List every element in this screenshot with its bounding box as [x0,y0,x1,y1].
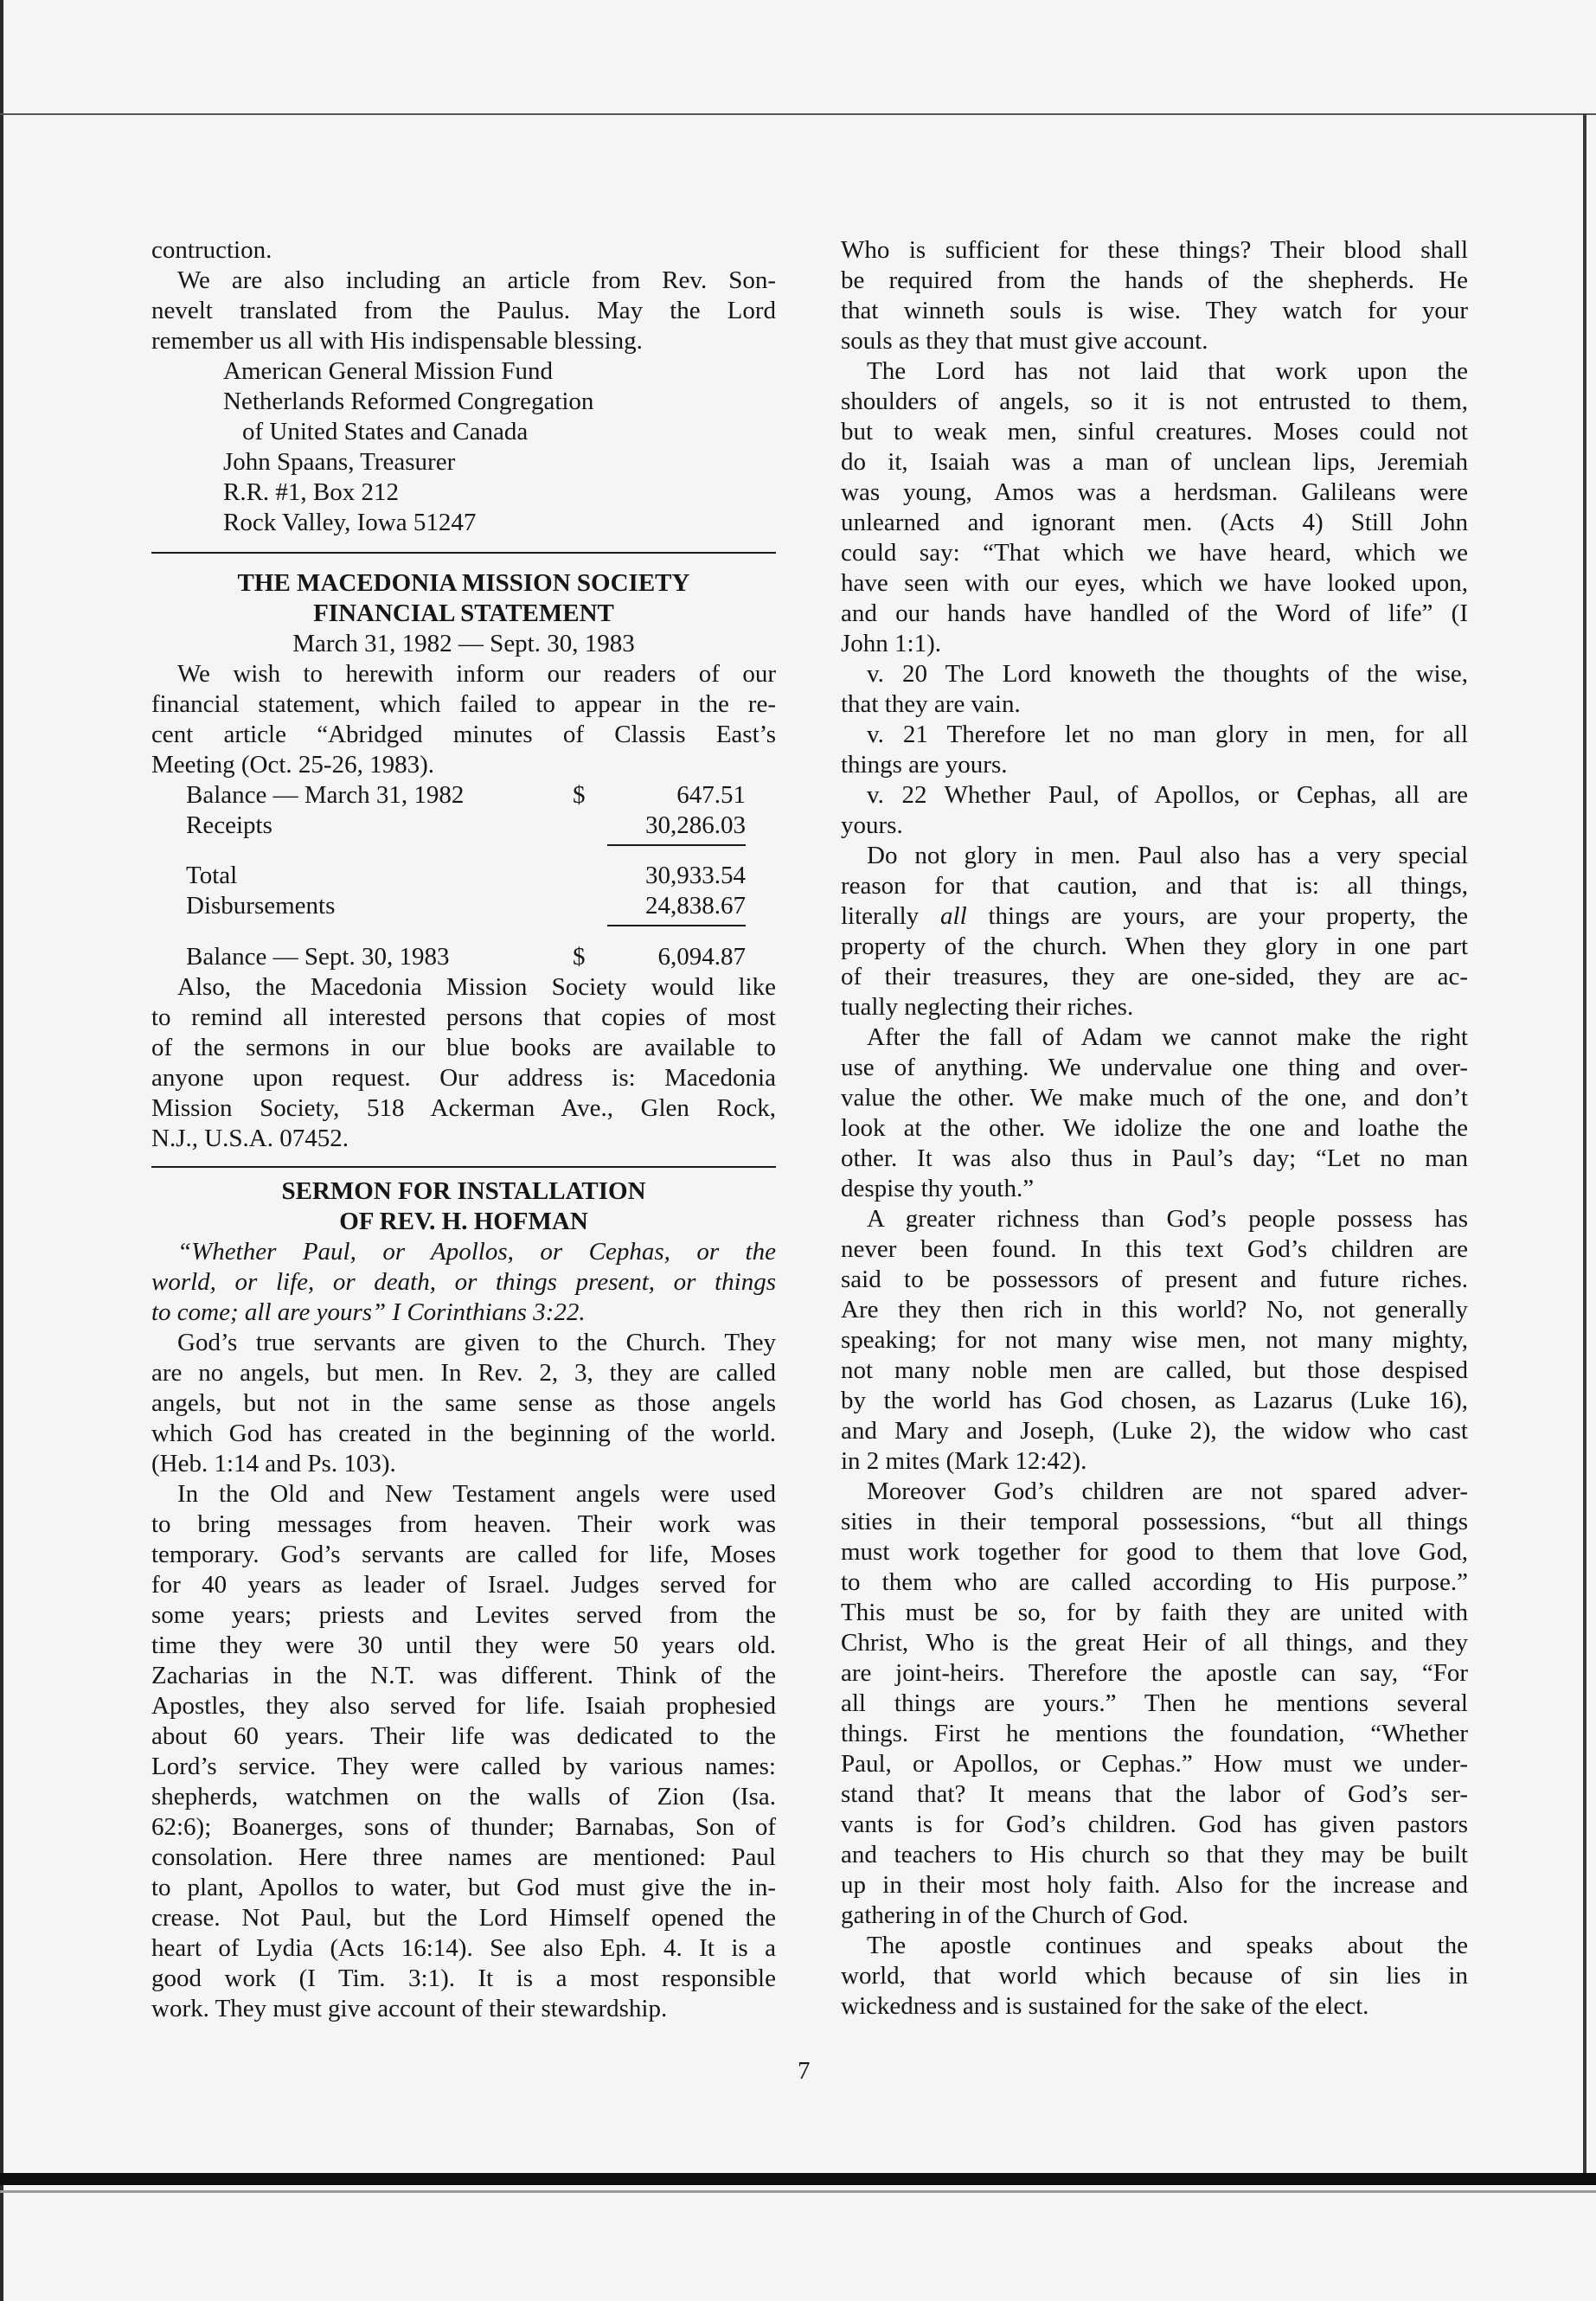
heading-line: OF REV. H. HOFMAN [339,1208,588,1235]
text-line: about 60 years. Their life was dedicated to the [151,1722,776,1750]
text-line: in 2 mites (Mark 12:42). [841,1447,1087,1475]
text-line: remember us all with His indispensable blessing. [151,327,643,355]
text-line: contruction. [151,236,272,264]
text-line: This must be so, for by faith they are united with [841,1599,1468,1626]
text-line: unlearned and ignorant men. (Acts 4) Still John [841,509,1468,536]
text-line: N.J., U.S.A. 07452. [151,1125,349,1152]
row-currency [573,891,607,921]
text-line: that winneth souls is wise. They watch for your [841,297,1468,324]
row-currency [573,861,607,891]
table-row [151,780,776,811]
text-line: shepherds, watchmen on the walls of Zion (Isa. [151,1783,776,1811]
text-line: to bring messages from heaven. Their work was [151,1510,776,1538]
text-line: Moreover God’s children are not spared adver- [867,1477,1468,1505]
row-amount: 30,933.54 [645,862,746,889]
paragraph [841,1931,1468,2022]
text-line: v. 22 Whether Paul, of Apollos, or Cephas, all are [867,781,1468,809]
text-line: that they are vain. [841,690,1021,718]
text-line: nevelt translated from the Paulus. May the Lord [151,297,776,324]
text-line: and our hands have handled of the Word of life” (I [841,599,1468,627]
row-amount: 24,838.67 [607,891,746,921]
text-line: 62:6); Boanerges, sons of thunder; Barnabas, Son of [151,1813,776,1841]
heading-line: THE MACEDONIA MISSION SOCIETY [237,569,690,597]
text-line: heart of Lydia (Acts 16:14). See also Eph. 4. It is a [151,1934,776,1962]
text-line: which God has created in the beginning of the world. [151,1420,776,1447]
page-number: 7 [798,2057,811,2085]
text-line: reason for that caution, and that is: all things, [841,872,1468,900]
text-line: yours. [841,811,903,839]
text-line: time they were 30 until they were 50 years old. [151,1631,776,1659]
text-line: Do not glory in men. Paul also has a very special [867,842,1468,869]
text-line: We wish to herewith inform our readers of our [177,660,776,688]
text-line: up in their most holy faith. Also for the increase and [841,1871,1468,1899]
text-line: to them who are called according to His purpose.” [841,1568,1468,1596]
section-divider [151,1166,776,1168]
text-line: anyone upon request. Our address is: Macedonia [151,1064,776,1092]
text-line: but to weak men, sinful creatures. Moses could not [841,418,1468,445]
paragraph [841,235,1468,356]
paragraph [151,972,776,1154]
row-currency [573,811,607,841]
text-line: world, or life, or death, or things present, or things [151,1268,776,1296]
row-label: Total [186,862,238,889]
text-line: property of the church. When they glory in one part [841,933,1468,960]
text-line: are no angels, but men. In Rev. 2, 3, they are called [151,1359,776,1387]
text-line: Are they then rich in this world? No, not generally [841,1296,1468,1324]
text-line: Also, the Macedonia Mission Society would like [177,973,776,1001]
paragraph [841,1204,1468,1477]
text-line: not many noble men are called, but those despised [841,1356,1468,1384]
text-run: things are yours, are your property, the [966,902,1468,930]
row-amount: 6,094.87 [657,943,746,971]
paragraph [151,659,776,780]
text-line: be required from the hands of the shepherds. He [841,266,1468,294]
text-line: gathering in of the Church of God. [841,1901,1189,1929]
address-block [151,356,776,538]
text-line: Paul, or Apollos, or Cephas.” How must we under- [841,1750,1468,1778]
heading-line: FINANCIAL STATEMENT [313,599,614,627]
section-divider [151,552,776,554]
text-line: good work (I Tim. 3:1). It is a most responsible [151,1965,776,1992]
text-line: wickedness and is sustained for the sake of the elect. [841,1992,1369,2020]
text-line: After the fall of Adam we cannot make the right [867,1023,1468,1051]
text-line: temporary. God’s servants are called for life, Moses [151,1541,776,1568]
text-line: Apostles, they also served for life. Isaiah prophesied [151,1692,776,1720]
text-line: use of anything. We undervalue one thing and over- [841,1054,1468,1081]
row-label: Balance — March 31, 1982 [186,781,465,809]
text-line: despise thy youth.” [841,1175,1035,1202]
text-line: to plant, Apollos to water, but God must give the in- [151,1874,776,1901]
text-line: In the Old and New Testament angels were used [177,1480,776,1508]
text-line: (Heb. 1:14 and Ps. 103). [151,1450,396,1477]
text-line: world, that world which because of sin lies in [841,1962,1468,1990]
paragraph [841,1022,1468,1204]
paragraph [151,1479,776,2024]
section-heading [151,568,776,629]
table-row [151,811,776,841]
text-line [841,901,1468,932]
paragraph [151,1328,776,1479]
text-line: shoulders of angels, so it is not entrusted to them, [841,388,1468,415]
text-line: cent article “Abridged minutes of Classis East’s [151,721,776,748]
text-line: work. They must give account of their stewardship. [151,1995,668,2022]
text-run: literally [841,902,941,930]
text-line: Rock Valley, Iowa 51247 [223,509,477,536]
text-line: sities in their temporal possessions, “but all things [841,1508,1468,1535]
text-line: to remind all interested persons that copies of most [151,1003,776,1031]
text-line: must work together for good to them that love God, [841,1538,1468,1566]
text-line: said to be possessors of present and future riches. [841,1266,1468,1293]
paragraph [841,780,1468,841]
text-line: v. 20 The Lord knoweth the thoughts of the wise, [867,660,1468,688]
text-line: have seen with our eyes, which we have looked upon, [841,569,1468,597]
text-line: Lord’s service. They were called by various names: [151,1753,776,1780]
table-row [151,861,776,891]
text-line: could say: “That which we have heard, which we [841,539,1468,567]
row-label: Balance — Sept. 30, 1983 [186,943,450,971]
left-column [151,235,776,2024]
emphasis: all [940,902,967,930]
text-line: are joint-heirs. Therefore the apostle can say, “For [841,1659,1468,1687]
text-line: John Spaans, Treasurer [223,448,456,476]
text-line: angels, but not in the same sense as those angels [151,1389,776,1417]
text-line: Who is sufficient for these things? Their blood shall [841,236,1468,264]
text-line: never been found. In this text God’s children are [841,1235,1468,1263]
text-line: of United States and Canada [242,418,529,445]
text-line: some years; priests and Levites served from the [151,1601,776,1629]
page-left-edge [0,0,3,2301]
paragraph [841,1477,1468,1931]
text-line: other. It was also thus in Paul’s day; “Let no man [841,1144,1468,1172]
text-line: R.R. #1, Box 212 [223,478,400,506]
text-line: The apostle continues and speaks about the [867,1932,1468,1959]
text-line: vants is for God’s children. God has given pastors [841,1811,1468,1838]
row-label: Receipts [186,811,272,839]
text-line: v. 21 Therefore let no man glory in men, for all [867,721,1468,748]
right-column [841,235,1468,2022]
date-range [151,629,776,659]
text-line: financial statement, which failed to appear in the re- [151,690,776,718]
text-line: things. First he mentions the foundation, “Whether [841,1720,1468,1747]
paragraph [151,235,776,266]
row-currency: $ [573,781,586,809]
text-line: all things are yours.” Then he mentions several [841,1689,1468,1717]
text-line: We are also including an article from Rev. Son- [177,266,776,294]
row-amount: 30,286.03 [607,811,746,841]
financial-statement-table [151,780,776,972]
text-line: consolation. Here three names are mentioned: Paul [151,1843,776,1871]
text-line: and teachers to His church so that they may be built [841,1841,1468,1868]
page-bottom-line [0,2190,1596,2193]
row-label: Disbursements [186,892,336,920]
text-line: do it, Isaiah was a man of unclean lips, Jeremiah [841,448,1468,476]
text-line: souls as they that must give account. [841,327,1208,355]
text-line: to come; all are yours” I Corinthians 3:22. [151,1298,586,1326]
text-line: was young, Amos was a herdsman. Galileans were [841,478,1468,506]
paragraph [841,356,1468,659]
text-line: The Lord has not laid that work upon the [867,357,1468,385]
text-line: Netherlands Reformed Congregation [223,388,594,415]
text-line: look at the other. We idolize the one and loathe the [841,1114,1468,1142]
text-line: American General Mission Fund [223,357,553,385]
text-line: crease. Not Paul, but the Lord Himself opened the [151,1904,776,1932]
text-line: stand that? It means that the labor of God’s ser- [841,1780,1468,1808]
paragraph [841,720,1468,780]
text-line: Christ, Who is the great Heir of all things, and they [841,1629,1468,1657]
text-line: of the sermons in our blue books are available to [151,1034,776,1061]
paragraph [841,841,1468,1022]
heading-line: SERMON FOR INSTALLATION [281,1177,646,1205]
text-line: for 40 years as leader of Israel. Judges served for [151,1571,776,1599]
text-line: by the world has God chosen, as Lazarus (Luke 16), [841,1387,1468,1414]
text-line: Zacharias in the N.T. was different. Think of the [151,1662,776,1689]
text-line: and Mary and Joseph, (Luke 2), the widow who cast [841,1417,1468,1445]
text-line: March 31, 1982 — Sept. 30, 1983 [292,630,635,657]
text-line: Meeting (Oct. 25-26, 1983). [151,751,434,779]
text-line: John 1:1). [841,630,941,657]
page-bottom-bar [0,2173,1596,2185]
text-line: Mission Society, 518 Ackerman Ave., Glen Rock, [151,1094,776,1122]
text-line: God’s true servants are given to the Church. They [177,1329,776,1356]
text-line: A greater richness than God’s people possess has [867,1205,1468,1233]
text-line: things are yours. [841,751,1008,779]
row-amount: 647.51 [676,781,746,809]
paragraph [151,1237,776,1328]
text-line: of their treasures, they are one-sided, they are ac- [841,963,1468,990]
text-line: tually neglecting their riches. [841,993,1134,1021]
text-line: speaking; for not many wise men, not many mighty, [841,1326,1468,1354]
section-heading [151,1176,776,1237]
table-row [151,891,776,921]
paragraph [151,266,776,356]
page-right-edge [1583,114,1586,2182]
row-currency: $ [573,943,586,971]
page-top-edge [0,113,1596,115]
paragraph [841,659,1468,720]
text-line: “Whether Paul, or Apollos, or Cephas, or the [177,1238,776,1266]
text-line: value the other. We make much of the one, and don’t [841,1084,1468,1112]
table-row [151,942,776,972]
